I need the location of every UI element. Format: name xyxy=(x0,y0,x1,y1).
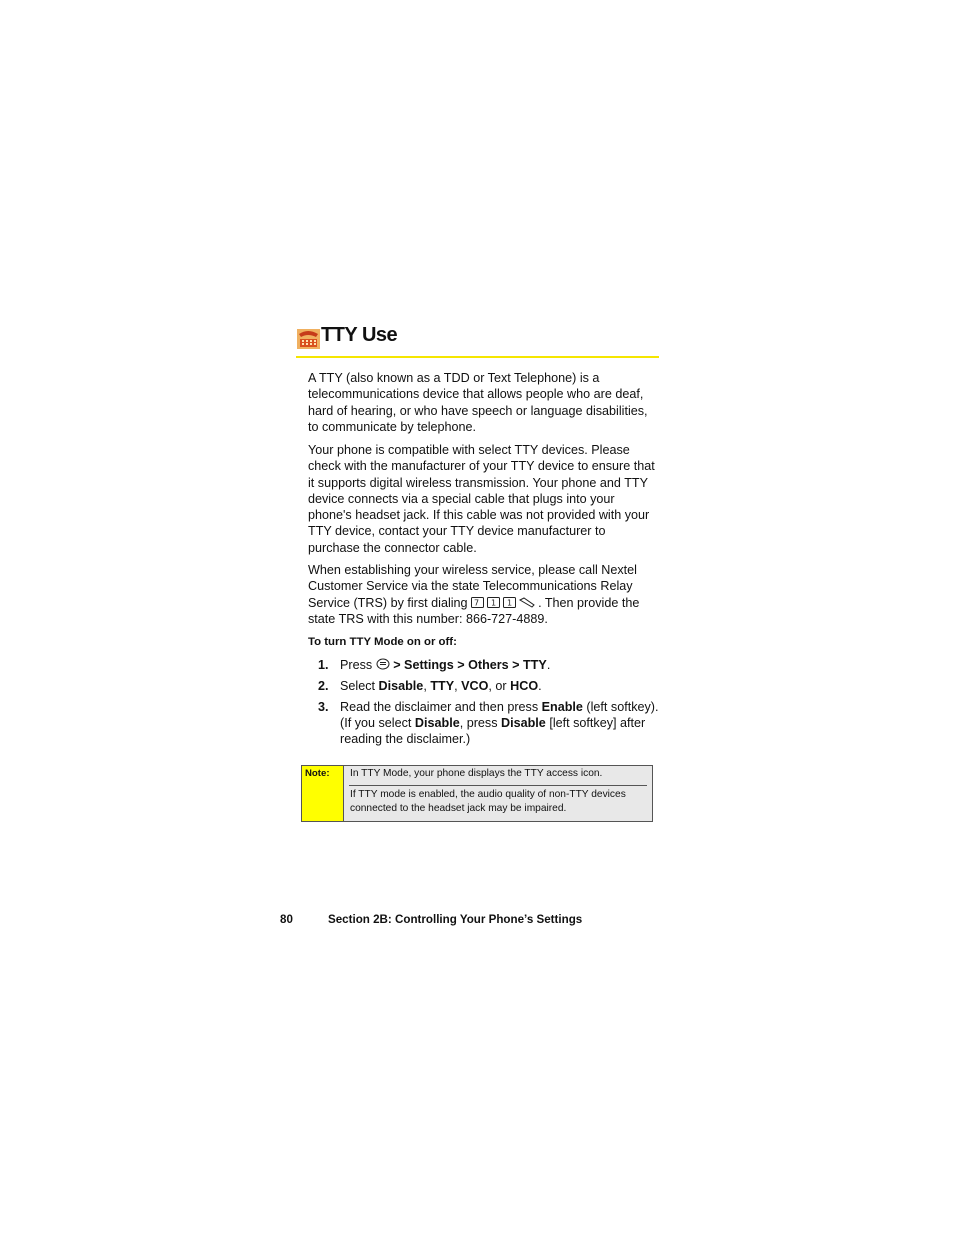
footer-section-title: Section 2B: Controlling Your Phone’s Settings xyxy=(328,913,583,926)
separator: , xyxy=(423,678,431,693)
key-1-icon xyxy=(503,597,516,608)
menu-path: > Settings > Others > TTY xyxy=(393,658,547,672)
step-text: (left softkey). (If you select xyxy=(340,699,659,731)
separator: , xyxy=(454,678,462,693)
menu-key-icon xyxy=(376,658,390,670)
trs-text-after: . Then provide the state TRS with this number: 866-727-4889. xyxy=(308,595,640,626)
option-vco: VCO xyxy=(461,678,489,693)
note-divider xyxy=(349,785,647,786)
step-punctuation: . xyxy=(546,658,551,672)
option-disable: Disable xyxy=(378,678,424,693)
note-text: In TTY Mode, your phone displays the TTY access icon. xyxy=(350,768,603,779)
step-text: [left softkey] after reading the disclaimer.) xyxy=(340,716,646,747)
svg-text:1: 1 xyxy=(507,598,513,608)
note-label: Note: xyxy=(305,768,330,779)
disable-label: Disable xyxy=(414,716,460,731)
trs-text-before: When establishing your wireless service, please call Nextel Customer Service via the state Telecommunications Relay Service (TRS) by first dialing xyxy=(308,563,637,610)
section-heading xyxy=(296,322,659,358)
page-title: TTY Use xyxy=(321,324,398,346)
trs-paragraph xyxy=(308,562,660,627)
step-text: Select xyxy=(340,678,376,693)
list-item xyxy=(318,678,663,694)
enable-label: Enable xyxy=(541,699,583,714)
key-1-icon xyxy=(487,597,500,608)
send-key-icon xyxy=(519,597,535,608)
step-number: 3. xyxy=(318,699,329,714)
intro-paragraph: A TTY (also known as a TDD or Text Telephone) is a telecommunications device that allows people who are deaf, hard of hearing, or who have speech or language disabilities, to communicate by telephone. xyxy=(308,371,648,434)
svg-text:1: 1 xyxy=(491,598,497,608)
key-7-icon xyxy=(471,597,484,608)
procedure-heading: To turn TTY Mode on or off: xyxy=(308,636,457,648)
option-tty: TTY xyxy=(430,678,455,693)
note-box xyxy=(301,765,653,822)
step-text: Read the disclaimer and then press xyxy=(340,699,539,714)
step-text: Press xyxy=(340,658,373,672)
list-item xyxy=(318,699,663,748)
svg-text:7: 7 xyxy=(474,598,480,608)
page-number: 80 xyxy=(280,913,293,926)
note-label-cell xyxy=(302,766,344,821)
step-number: 1. xyxy=(318,658,329,672)
tty-section-icon xyxy=(297,329,320,349)
disable-label: Disable xyxy=(501,716,546,731)
option-hco: HCO xyxy=(510,678,539,693)
compatibility-paragraph: Your phone is compatible with select TTY devices. Please check with the manufacturer of your TTY device to ensure that it supports digital wireless transmission. Your phone and TTY device connects via a special cable that plugs into your phone's headset jack. If this cable was not provided with your TTY device, contact your TTY device manufacturer to purchase the connector cable. xyxy=(308,443,655,555)
separator: , or xyxy=(488,678,511,693)
note-text: If TTY mode is enabled, the audio quality of non-TTY devices connected to the headset jack may be impaired. xyxy=(350,789,626,814)
list-item xyxy=(318,657,663,673)
steps-list xyxy=(318,657,663,752)
step-number: 2. xyxy=(318,678,329,693)
step-text: , press xyxy=(459,716,498,731)
step-punctuation: . xyxy=(538,678,542,693)
